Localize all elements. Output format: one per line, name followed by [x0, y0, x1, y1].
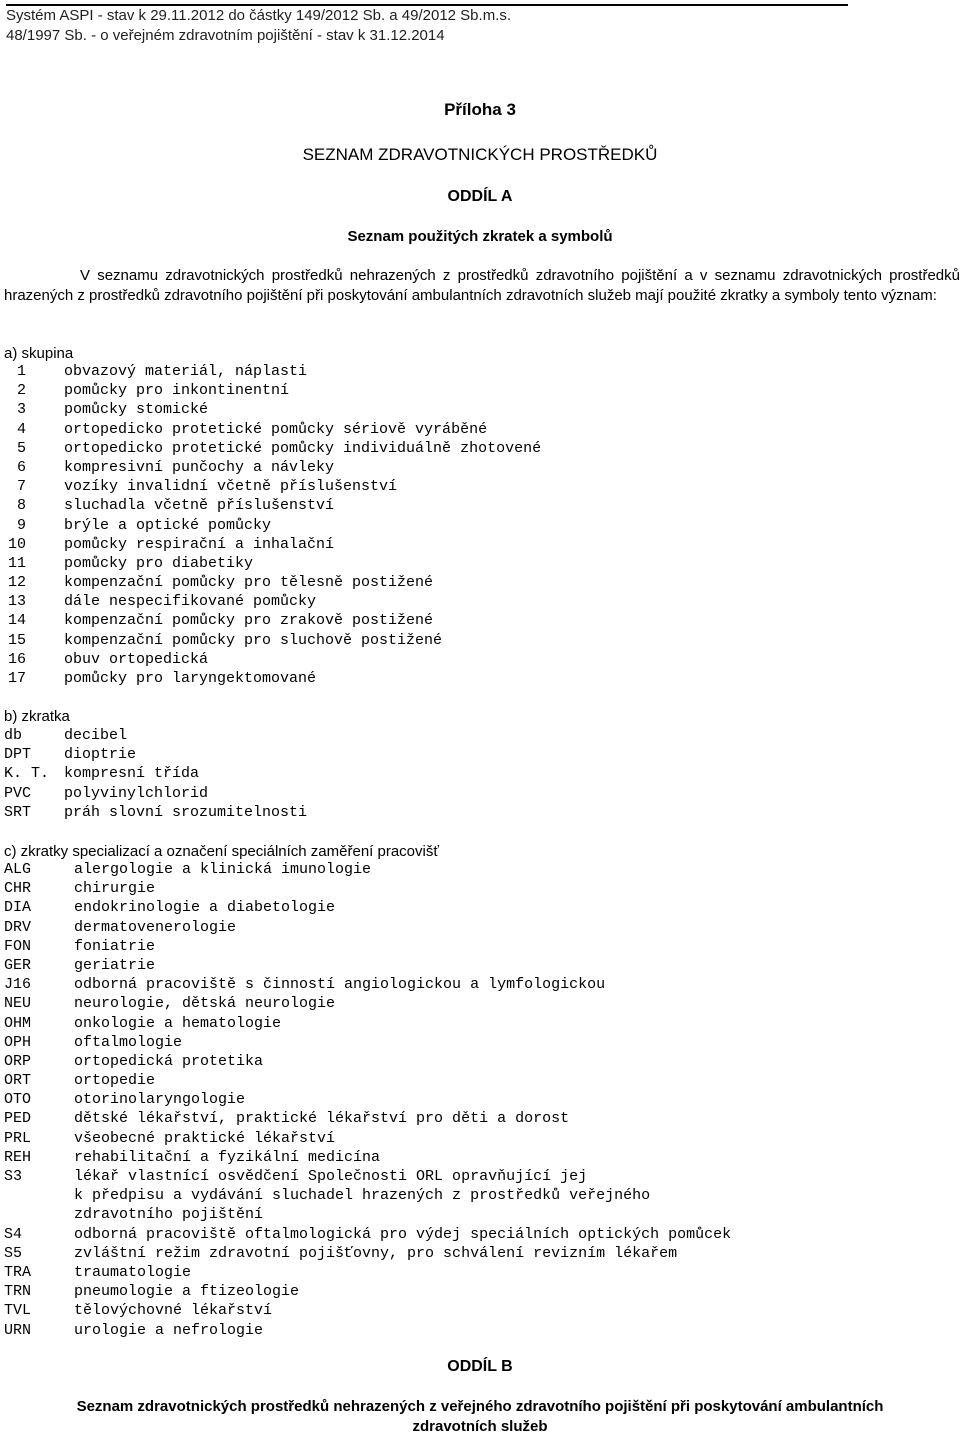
item-text: obvazový materiál, náplasti	[64, 363, 308, 380]
item-text: pomůcky stomické	[64, 401, 209, 419]
item-code: DIA	[4, 899, 32, 917]
item-text: dětské lékařství, praktické lékařství pro děti a dorost	[74, 1110, 570, 1128]
item-text: ortopedie	[74, 1072, 156, 1090]
item-code: CHR	[4, 880, 32, 898]
item-code: K. T.	[4, 765, 50, 783]
item-code: S3	[4, 1168, 23, 1185]
item-code: OPH	[4, 1033, 32, 1051]
item-code: FON	[4, 937, 32, 955]
item-code: TRN	[4, 1283, 32, 1301]
document-header	[6, 4, 848, 46]
item-code: NEU	[4, 995, 32, 1013]
item-code: PED	[4, 1110, 32, 1128]
item-code: ORT	[4, 1072, 32, 1090]
item-text: vozíky invalidní včetně příslušenství	[64, 478, 398, 496]
header-line-2: 48/1997 Sb. - o veřejném zdravotním pojištění - stav k 31.12.2014	[6, 27, 445, 44]
item-text: pneumologie a ftizeologie	[74, 1283, 300, 1301]
item-text: lékař vlastnící osvědčení Společnosti ORL opravňující jej	[74, 1168, 588, 1185]
item-text: polyvinylchlorid	[64, 784, 209, 802]
section-b-title-line-2: zdravotních služeb	[412, 1418, 548, 1435]
item-text: ortopedická protetika	[74, 1052, 264, 1070]
item-text: rehabilitační a fyzikální medicína	[74, 1148, 381, 1166]
item-code: 7	[16, 478, 26, 496]
item-code: OTO	[4, 1091, 32, 1109]
item-text: všeobecné praktické lékařství	[74, 1129, 336, 1147]
item-text: alergologie a klinická imunologie	[74, 861, 372, 878]
item-code: 16	[7, 650, 26, 668]
item-text: kompenzační pomůcky pro sluchově postižené	[64, 631, 443, 649]
item-text: zvláštní režim zdravotní pojišťovny, pro schválení revizním lékařem	[74, 1244, 678, 1262]
item-code: PRL	[4, 1129, 32, 1147]
item-code: SRT	[4, 803, 32, 821]
item-text: foniatrie	[74, 937, 156, 955]
item-code: J16	[4, 976, 32, 994]
attachment-heading: Příloha 3	[444, 100, 516, 119]
section-b-title	[20, 1397, 940, 1437]
section-b-title-line-1: Seznam zdravotnických prostředků nehrazených z veřejného zdravotního pojištění při poskytování ambulantních	[76, 1398, 884, 1415]
item-text: obuv ortopedická	[64, 650, 209, 668]
item-text: ortopedicko protetické pomůcky individuálně zhotovené	[64, 439, 542, 457]
item-text: oftalmologie	[74, 1033, 183, 1051]
item-code: 12	[7, 574, 26, 592]
item-code: 11	[7, 554, 26, 572]
item-code: OHM	[4, 1014, 32, 1032]
item-code: 6	[16, 458, 26, 476]
item-code: 17	[7, 670, 26, 687]
item-text: kompenzační pomůcky pro tělesně postižené	[64, 574, 434, 592]
item-text: odborná pracoviště s činností angiologickou a lymfologickou	[74, 976, 606, 994]
item-text: kompenzační pomůcky pro zrakově postižené	[64, 612, 434, 630]
item-text: kompresivní punčochy a návleky	[64, 458, 335, 476]
item-text: pomůcky respirační a inhalační	[64, 535, 335, 553]
section-a-heading: ODDÍL A	[447, 188, 513, 205]
item-text: geriatrie	[74, 956, 156, 974]
item-text: otorinolaryngologie	[74, 1091, 246, 1109]
section-b-heading: ODDÍL B	[447, 1358, 513, 1375]
item-code: 3	[16, 401, 26, 419]
item-text: urologie a nefrologie	[74, 1321, 264, 1339]
item-code: 4	[16, 420, 26, 438]
item-code: 1	[16, 363, 26, 380]
item-text: kompresní třída	[64, 765, 200, 783]
item-text: chirurgie	[74, 880, 156, 898]
item-code: REH	[4, 1148, 32, 1166]
item-text: neurologie, dětská neurologie	[74, 995, 336, 1013]
item-code: ALG	[4, 861, 32, 878]
section-a-subheading: Seznam použitých zkratek a symbolů	[347, 228, 613, 245]
item-code: 13	[7, 593, 26, 611]
item-text: sluchadla včetně příslušenství	[64, 497, 335, 515]
groups-heading: a) skupina	[4, 345, 74, 362]
item-text: dále nespecifikované pomůcky	[64, 593, 317, 611]
item-code: 8	[16, 497, 26, 515]
item-text: traumatologie	[74, 1263, 192, 1281]
item-code: URN	[4, 1321, 32, 1339]
item-code: S5	[4, 1244, 23, 1262]
item-code: db	[4, 727, 23, 744]
item-code: PVC	[4, 784, 32, 802]
item-code: 5	[16, 439, 26, 457]
item-text: tělovýchovné lékařství	[74, 1302, 273, 1320]
item-text: onkologie a hematologie	[74, 1014, 282, 1032]
item-text: dermatovenerologie	[74, 918, 237, 936]
item-code: 15	[7, 631, 26, 649]
item-code: 10	[7, 535, 26, 553]
item-text: pomůcky pro laryngektomované	[64, 670, 317, 687]
item-text: endokrinologie a diabetologie	[74, 899, 336, 917]
abbreviations-heading: b) zkratka	[4, 708, 70, 725]
item-text: zdravotního pojištění	[74, 1206, 264, 1224]
item-text: dioptrie	[64, 746, 137, 764]
item-text: brýle a optické pomůcky	[64, 516, 272, 534]
item-text: k předpisu a vydávání sluchadel hrazených z prostředků veřejného	[74, 1187, 651, 1205]
item-code: GER	[4, 956, 32, 974]
item-text: práh slovní srozumitelnosti	[64, 803, 308, 821]
item-code: ORP	[4, 1052, 32, 1070]
item-code: 14	[7, 612, 26, 630]
specializations-heading: c) zkratky specializací a označení speciálních zaměření pracovišť	[4, 843, 439, 860]
item-code: DPT	[4, 746, 32, 764]
header-line-1: Systém ASPI - stav k 29.11.2012 do částky 149/2012 Sb. a 49/2012 Sb.m.s.	[6, 7, 512, 24]
item-code: 2	[16, 382, 26, 400]
item-text: decibel	[64, 727, 128, 744]
item-code: S4	[4, 1225, 23, 1243]
item-code: 9	[16, 516, 26, 534]
item-text: odborná pracoviště oftalmologická pro výdej speciálních optických pomůcek	[74, 1225, 732, 1243]
item-text: pomůcky pro diabetiky	[64, 554, 254, 572]
item-code: TRA	[4, 1263, 32, 1281]
intro-paragraph: V seznamu zdravotnických prostředků nehrazených z prostředků zdravotního pojištění a v seznamu zdravotnických prostředků hrazených z prostředků zdravotního pojištění při poskytování ambulantních zdravotních služeb mají použité zkratky a symboly tento význam:	[4, 267, 960, 304]
document-title: SEZNAM ZDRAVOTNICKÝCH PROSTŘEDKŮ	[302, 145, 658, 164]
item-code: DRV	[4, 918, 32, 936]
item-code: TVL	[4, 1302, 32, 1320]
item-text: pomůcky pro inkontinentní	[64, 382, 290, 400]
item-text: ortopedicko protetické pomůcky sériově vyráběné	[64, 420, 488, 438]
